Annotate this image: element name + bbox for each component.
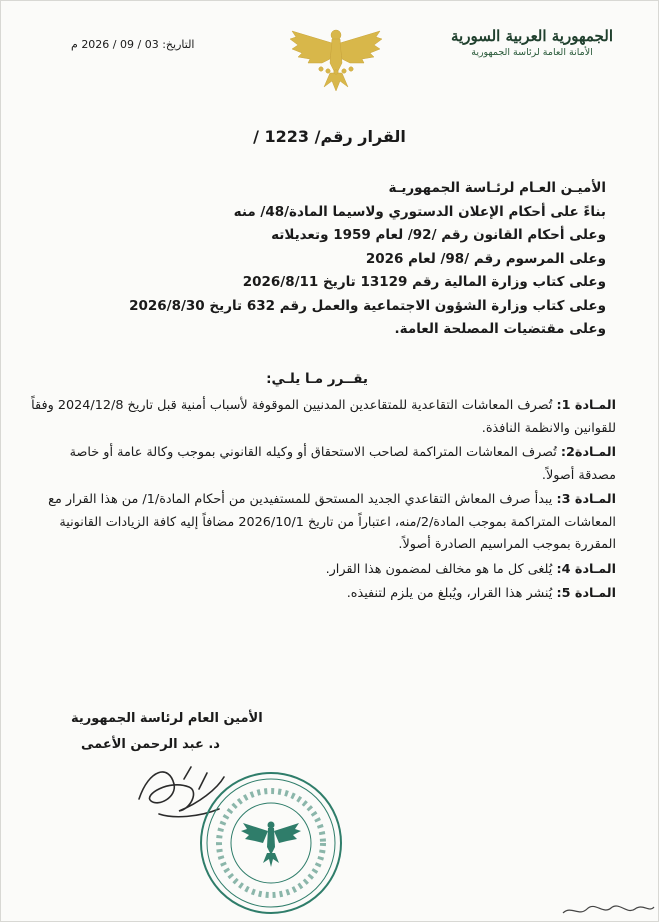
article-text: تُصرف المعاشات المتراكمة لصاحب الاستحقاق أو وكيله القانوني بموجب وكالة عامة أو خاصة مصدقة أصولاً. bbox=[69, 445, 616, 483]
decision-number: القرار رقم/ 1223 / bbox=[253, 127, 406, 146]
preamble-line: الأميـن العـام لرئـاسة الجمهوريـة bbox=[388, 180, 606, 196]
article-5 bbox=[31, 583, 616, 606]
preamble-line: وعلى كتاب وزارة الشؤون الاجتماعية والعمل رقم 632 تاريخ 2026/8/30 bbox=[129, 297, 606, 314]
article-text: يُنشر هذا القرار، ويُبلغ من يلزم لتنفيذه. bbox=[346, 586, 553, 601]
document-date: التاريخ: 03 / 09 / 2026 م bbox=[71, 38, 195, 51]
issuer-header bbox=[432, 27, 632, 58]
article-label: المـادة2: bbox=[560, 445, 616, 460]
preamble-line: وعلى أحكام القانون رقم /92/ لعام 1959 وتعديلاته bbox=[271, 227, 606, 243]
eagle-emblem-icon bbox=[288, 23, 384, 95]
article-4 bbox=[31, 559, 616, 582]
articles-list bbox=[31, 395, 616, 608]
preamble-line: بناءً على أحكام الإعلان الدستوري ولاسيما المادة/48/ منه bbox=[233, 203, 606, 220]
preamble bbox=[46, 177, 606, 342]
article-label: المـادة 5: bbox=[556, 586, 616, 601]
preamble-line: وعلى مقتضيات المصلحة العامة. bbox=[394, 321, 606, 337]
signatory-name: د. عبد الرحمن الأعمى bbox=[81, 737, 220, 752]
preamble-line: وعلى كتاب وزارة المالية رقم 13129 تاريخ 2026/8/11 bbox=[242, 274, 606, 290]
margin-scribble-icon bbox=[561, 903, 656, 919]
preamble-line: وعلى المرسوم رقم /98/ لعام 2026 bbox=[365, 250, 606, 267]
article-1 bbox=[31, 395, 616, 440]
secretariat-name: الأمانة العامة لرئاسة الجمهورية bbox=[471, 47, 593, 58]
signatory-title: الأمين العام لرئاسة الجمهورية bbox=[71, 711, 263, 726]
article-label: المـادة 3: bbox=[556, 492, 616, 507]
article-3 bbox=[31, 489, 616, 557]
article-text: يُلغى كل ما هو مخالف لمضمون هذا القرار. bbox=[325, 561, 553, 577]
article-text: تُصرف المعاشات التقاعدية للمتقاعدين المدنيين الموقوفة لأسباب أمنية قبل تاريخ 2024/12/8 وفقاً للقوانين والانظمة النافذة. bbox=[31, 398, 616, 436]
article-label: المـادة 4: bbox=[556, 561, 616, 577]
official-seal-icon bbox=[197, 769, 345, 917]
article-label: المـادة 1: bbox=[556, 398, 616, 413]
article-text: يبدأ صرف المعاش التقاعدي الجديد المستحق للمستفيدين من أحكام المادة/1/ من هذا القرار مع المعاشات المتراكمة بموجب المادة/2/منه، اعتباراً من تاريخ 2026/10/1 مضافاً إليه كافة الزيادات القانونية المقررة بموجب المراسيم الصادرة أصولاً. bbox=[48, 492, 616, 552]
republic-name: الجمهورية العربية السورية bbox=[451, 27, 613, 45]
decides-heading: يقــرر مـا يلـي: bbox=[266, 371, 368, 387]
article-2 bbox=[31, 442, 616, 487]
